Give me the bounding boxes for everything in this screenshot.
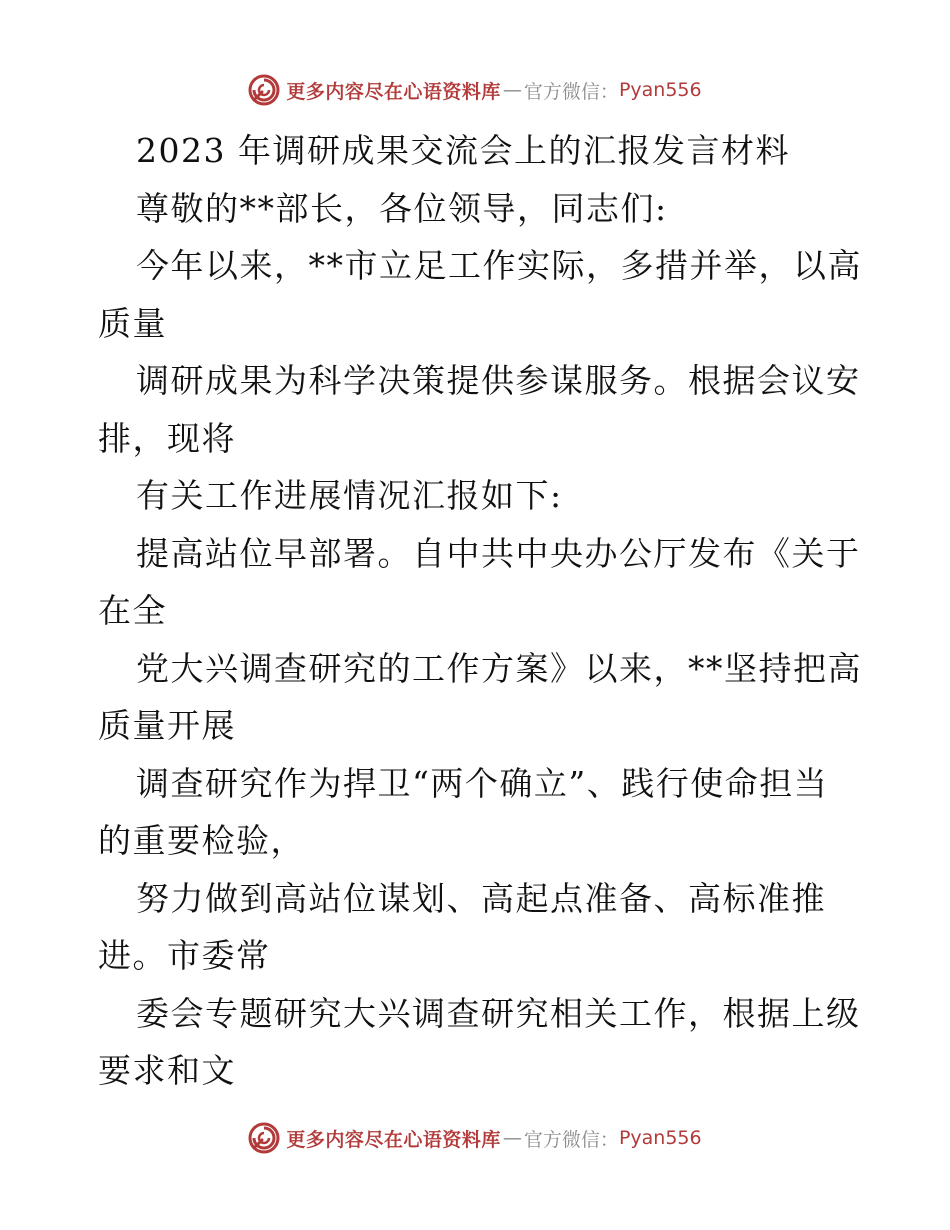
red-spiral-logo-icon	[248, 74, 280, 106]
banner-sub-text: 官方微信：	[523, 1128, 619, 1151]
body-line: 排，现将	[98, 418, 236, 458]
document-body	[98, 122, 862, 1100]
banner-main-text: 更多内容尽在心语资料库	[286, 80, 501, 103]
banner-handle: Pyan556	[618, 1127, 702, 1149]
banner-main-text: 更多内容尽在心语资料库	[286, 1128, 501, 1151]
footer-banner	[0, 1118, 950, 1158]
banner-separator: —	[502, 79, 522, 101]
body-line: 党大兴调查研究的工作方案》以来，**坚持把高	[136, 648, 862, 688]
red-spiral-logo-icon	[248, 1122, 280, 1154]
body-line: 有关工作进展情况汇报如下:	[136, 476, 563, 515]
body-line: 在全	[98, 591, 167, 630]
body-line: 委会专题研究大兴调查研究相关工作，根据上级	[136, 993, 861, 1033]
banner-sub-text: 官方微信：	[523, 80, 619, 103]
body-line: 质量开展	[98, 706, 236, 745]
document-title: 2023 年调研成果交流会上的汇报发言材料	[136, 131, 790, 170]
body-line: 进。市委常	[98, 936, 271, 975]
body-line: 努力做到高站位谋划、高起点准备、高标准推	[136, 878, 826, 918]
body-line: 提高站位早部署。自中共中央办公厅发布《关于	[136, 533, 861, 573]
header-banner	[0, 70, 950, 110]
body-line: 的重要检验，	[98, 821, 305, 860]
body-line: 质量	[98, 303, 167, 343]
salutation-line: 尊敬的**部长，各位领导，同志们:	[136, 188, 668, 228]
body-line: 调查研究作为捍卫“两个确立”、践行使命担当	[136, 763, 829, 803]
body-line: 要求和文	[98, 1051, 236, 1090]
banner-handle: Pyan556	[618, 79, 702, 101]
body-line: 调研成果为科学决策提供参谋服务。根据会议安	[136, 361, 861, 400]
body-line: 今年以来，**市立足工作实际，多措并举，以高	[136, 246, 862, 285]
banner-separator: —	[502, 1127, 522, 1149]
